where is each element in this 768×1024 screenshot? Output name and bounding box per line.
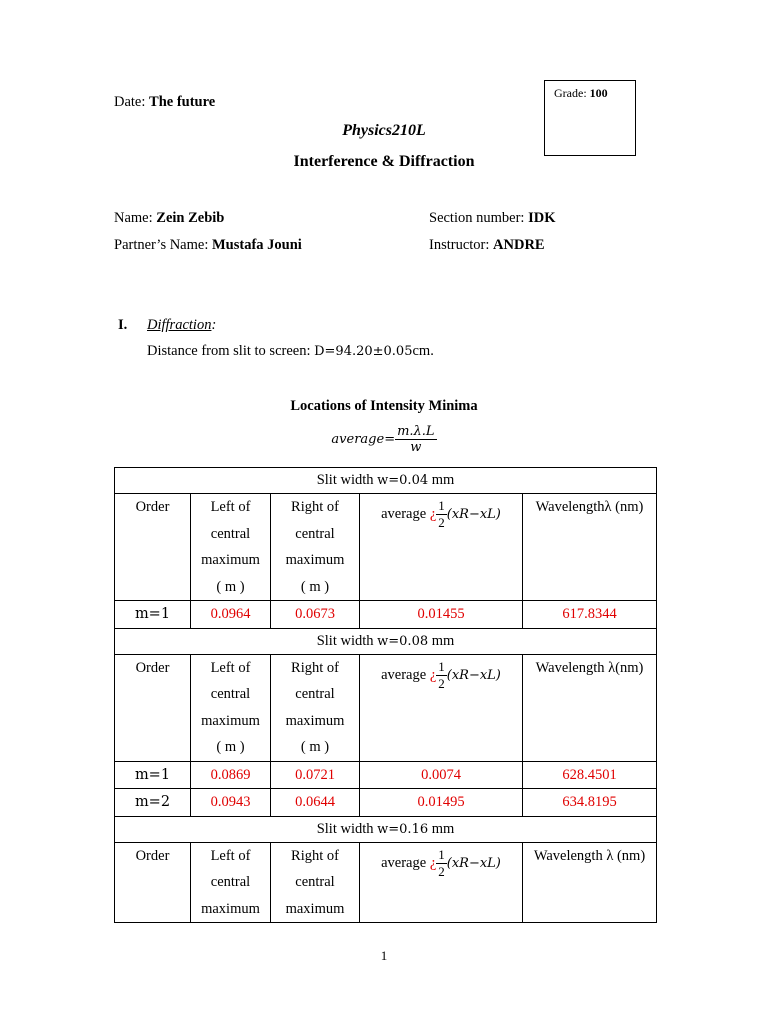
slit-width-cell: [115, 468, 657, 494]
average-expression: (xR−xL): [446, 855, 501, 871]
right-header-line: maximum: [285, 712, 345, 729]
right-header-line: Right of: [291, 499, 339, 515]
slit-unit: mm: [431, 820, 455, 837]
left-header-line: Left of: [210, 847, 251, 864]
formula-numerator: m.λ.L: [397, 424, 435, 439]
section-heading-text: Diffraction: [147, 317, 212, 333]
name-line: [114, 210, 224, 227]
right-header: [271, 842, 360, 923]
average-cell: 0.01495: [360, 789, 523, 817]
minima-table: [114, 467, 657, 923]
average-header: [360, 494, 523, 601]
left-header-line: central: [210, 525, 251, 542]
section-heading: [147, 317, 216, 334]
grade-value: 100: [589, 86, 608, 100]
left-header-line: maximum: [201, 900, 260, 917]
slit-label: Slit width: [316, 472, 374, 488]
left-header-line: ( m ): [216, 739, 245, 755]
instructor-line: [429, 237, 545, 254]
order-cell: m=1: [115, 601, 191, 629]
left-cell: 0.0964: [191, 601, 271, 629]
right-cell: 0.0673: [271, 601, 360, 629]
average-glyph: ¿: [429, 506, 437, 522]
distance-math: D=94.20±0.05: [314, 344, 413, 359]
average-header: [360, 654, 523, 761]
wavelength-header: Wavelength λ (nm): [523, 842, 657, 923]
section-line: [429, 210, 555, 227]
date-label: Date:: [114, 94, 146, 110]
average-label: average: [381, 506, 427, 522]
average-expression: (xR−xL): [446, 667, 501, 683]
wavelength-cell: 634.8195: [523, 789, 657, 817]
formula-lhs: average=: [331, 432, 396, 447]
section-label: Section number:: [429, 210, 525, 226]
left-header-line: central: [210, 874, 251, 890]
partner-value: Mustafa Jouni: [211, 237, 302, 253]
right-header-line: ( m ): [300, 578, 330, 595]
date-value: The future: [149, 94, 216, 110]
formula-denominator: w: [410, 440, 422, 455]
average-header: [360, 842, 523, 923]
right-cell: 0.0644: [271, 789, 360, 817]
average-glyph: ¿: [429, 854, 437, 871]
order-header: Order: [115, 842, 191, 923]
name-value: Zein Zebib: [156, 210, 225, 226]
left-cell: 0.0943: [191, 789, 271, 817]
section-heading-colon: :: [211, 317, 217, 333]
distance-unit: cm.: [412, 343, 434, 359]
section-value: IDK: [528, 210, 556, 226]
table-row: [115, 789, 657, 817]
left-header: [191, 654, 271, 761]
name-label: Name:: [114, 210, 153, 226]
slit-value: w=0.16: [377, 821, 429, 837]
left-header: [191, 494, 271, 601]
section-numeral-text: I.: [118, 317, 128, 333]
slit-width-cell: [115, 816, 657, 842]
half-num: 1: [438, 498, 445, 513]
section-numeral: [118, 317, 127, 334]
page-number: 1: [380, 948, 388, 963]
grade-label: Grade:: [554, 86, 587, 100]
slit-value: w=0.04: [377, 473, 429, 488]
right-cell: 0.0721: [271, 761, 360, 789]
left-cell: 0.0869: [191, 761, 271, 789]
right-header: [271, 494, 360, 601]
half-den: 2: [438, 863, 445, 879]
table-caption: Locations of Intensity Minima: [290, 398, 478, 414]
slit-width-row: [115, 628, 657, 654]
partner-label: Partner’s Name:: [114, 237, 209, 253]
slit-width-row: [115, 816, 657, 842]
instructor-value: ANDRE: [493, 237, 545, 253]
left-header-line: Left of: [210, 499, 251, 515]
right-header-line: central: [295, 525, 335, 542]
left-header: [191, 842, 271, 923]
right-header-line: central: [295, 874, 335, 890]
right-header-line: ( m ): [300, 739, 330, 755]
average-formula: [0, 424, 768, 455]
right-header-line: Right of: [291, 659, 339, 676]
left-header-line: ( m ): [216, 578, 245, 595]
half-fraction: [436, 847, 447, 880]
half-num: 1: [438, 846, 445, 862]
order-header: Order: [115, 494, 191, 601]
right-header-line: maximum: [285, 552, 345, 568]
order-header: Order: [115, 654, 191, 761]
left-header-line: maximum: [201, 712, 260, 729]
right-header-line: Right of: [291, 847, 339, 864]
header-row: [115, 494, 657, 601]
date-line: [114, 94, 215, 111]
average-label: average: [381, 666, 427, 683]
slit-value: w=0.08: [377, 633, 429, 649]
slit-label: Slit width: [316, 632, 374, 649]
left-header-line: Left of: [210, 659, 251, 676]
slit-width-row: [115, 468, 657, 494]
average-glyph: ¿: [429, 666, 437, 683]
wavelength-header: Wavelength λ(nm): [523, 654, 657, 761]
grade-text: [554, 86, 608, 101]
average-cell: 0.01455: [360, 601, 523, 629]
half-fraction: [436, 498, 447, 531]
slit-unit: mm: [431, 632, 455, 649]
table-row: [115, 761, 657, 789]
half-den: 2: [438, 675, 445, 691]
half-num: 1: [438, 658, 445, 674]
left-header-line: maximum: [201, 552, 260, 568]
order-cell: m=2: [115, 789, 191, 817]
experiment-title: Interference & Diffraction: [293, 153, 475, 170]
right-header-line: central: [295, 686, 335, 702]
header-row: [115, 842, 657, 923]
instructor-label: Instructor:: [429, 237, 490, 253]
left-header-line: central: [210, 686, 251, 702]
grade-box: [544, 80, 636, 156]
distance-line: [147, 343, 434, 360]
right-header: [271, 654, 360, 761]
wavelength-cell: 628.4501: [523, 761, 657, 789]
wavelength-header: Wavelengthλ (nm): [523, 494, 657, 601]
average-label: average: [381, 854, 427, 871]
slit-label: Slit width: [316, 820, 374, 837]
average-expression: (xR−xL): [446, 507, 501, 522]
slit-width-cell: [115, 628, 657, 654]
wavelength-cell: 617.8344: [523, 601, 657, 629]
formula-fraction: [395, 424, 436, 455]
distance-text: Distance from slit to screen:: [147, 343, 311, 359]
right-header-line: maximum: [285, 900, 345, 917]
header-row: [115, 654, 657, 761]
course-title: Physics210L: [342, 122, 426, 139]
partner-line: [114, 237, 302, 254]
half-fraction: [436, 659, 447, 692]
order-cell: m=1: [115, 761, 191, 789]
average-cell: 0.0074: [360, 761, 523, 789]
table-row: [115, 601, 657, 629]
slit-unit: mm: [431, 472, 455, 488]
half-den: 2: [438, 515, 445, 530]
